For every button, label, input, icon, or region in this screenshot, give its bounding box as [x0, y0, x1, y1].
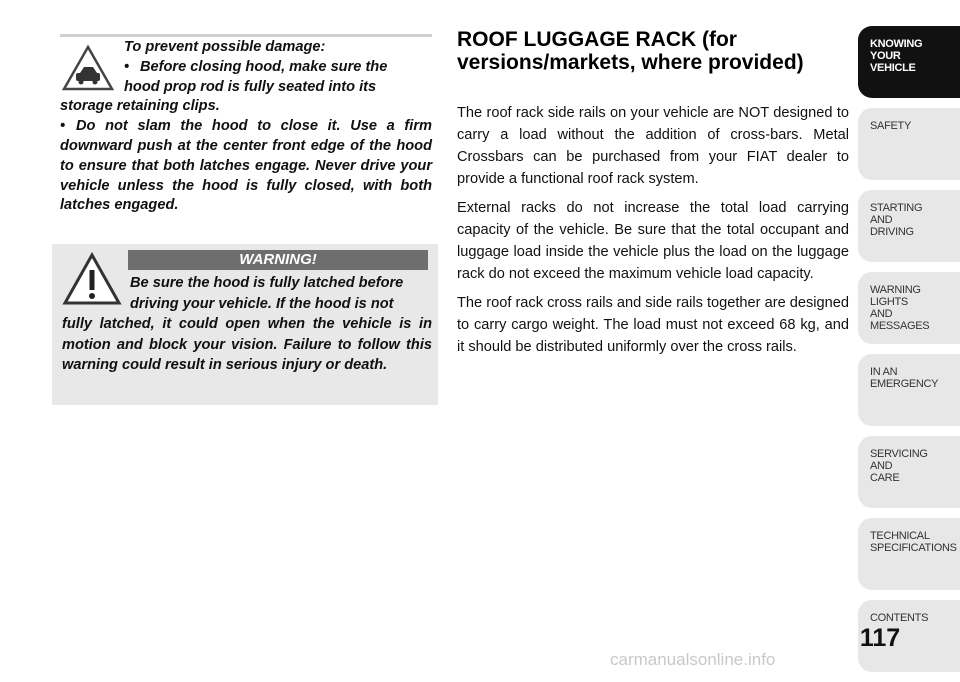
- tab-in-an-emergency[interactable]: [858, 354, 960, 426]
- caution-bullet-1-start: Before closing hood, make sure the: [140, 58, 388, 75]
- tab-label: SERVICING AND CARE: [870, 448, 928, 484]
- bullet-marker: •: [124, 58, 130, 75]
- caution-title: To prevent possible damage:: [124, 39, 326, 55]
- warning-line-1: Be sure the hood is fully latched before: [130, 275, 404, 291]
- tab-label: STARTING AND DRIVING: [870, 202, 923, 238]
- tab-label: CONTENTS: [870, 612, 929, 624]
- caution-bullet-1-end: storage retaining clips.: [60, 98, 220, 115]
- caution-bullet-1: [60, 58, 432, 78]
- warning-line-2: driving your vehicle. If the hood is not: [130, 295, 394, 312]
- section-body: [457, 102, 849, 365]
- tab-starting-and-driving[interactable]: [858, 190, 960, 262]
- body-paragraph: External racks do not increase the total load carrying capacity of the vehicle. Be sure that the total occupant and luggage load inside the vehicle plus the load on the luggage rack do not exceed the maximum vehicle load capacity.: [457, 200, 849, 282]
- tab-label: KNOWING YOUR VEHICLE: [870, 38, 923, 74]
- tab-label: IN AN EMERGENCY: [870, 366, 939, 390]
- tab-label: WARNING LIGHTS AND MESSAGES: [870, 284, 930, 332]
- caution-bullet-1-cont: hood prop rod is fully seated into its: [124, 78, 377, 95]
- caution-bullet-2-text: Do not slam the hood to close it. Use a firm downward push at the center front edge of the hood to ensure that both latches engage. Never drive your vehicle unless the hood is fully closed, with both latches engaged.: [60, 118, 432, 214]
- tab-safety[interactable]: [858, 108, 960, 180]
- tab-technical-specifications[interactable]: [858, 518, 960, 590]
- caution-bullet-2: [60, 117, 432, 216]
- caution-divider: [60, 34, 432, 37]
- bullet-marker: •: [60, 118, 66, 135]
- warning-text: [62, 273, 432, 376]
- tab-label: SAFETY: [870, 120, 911, 132]
- caution-notice: [60, 38, 432, 216]
- warning-box: [52, 244, 438, 405]
- chapter-tabs: [858, 26, 960, 682]
- tab-warning-lights-and-messages[interactable]: [858, 272, 960, 344]
- tab-label: TECHNICAL SPECIFICATIONS: [870, 530, 957, 554]
- body-paragraph: The roof rack side rails on your vehicle are NOT designed to carry a load without the addition of cross-bars. Metal Crossbars can be purchased from your FIAT dealer to provide a functional roof rack system.: [457, 105, 849, 187]
- tab-servicing-and-care[interactable]: [858, 436, 960, 508]
- watermark: carmanualsonline.info: [610, 650, 776, 669]
- page-number: 117: [859, 624, 901, 652]
- section-heading: ROOF LUGGAGE RACK (for versions/markets, where provided): [457, 28, 804, 74]
- body-paragraph: The roof rack cross rails and side rails together are designed to carry cargo weight. The load must not exceed 68 kg, and it should be distributed uniformly over the cross rails.: [457, 295, 849, 355]
- warning-label: WARNING!: [128, 250, 428, 270]
- tab-knowing-your-vehicle[interactable]: [858, 26, 960, 98]
- warning-rest: fully latched, it could open when the vehicle is in motion and block your vision. Failure to follow this warning could result in serious injury or death.: [62, 316, 432, 373]
